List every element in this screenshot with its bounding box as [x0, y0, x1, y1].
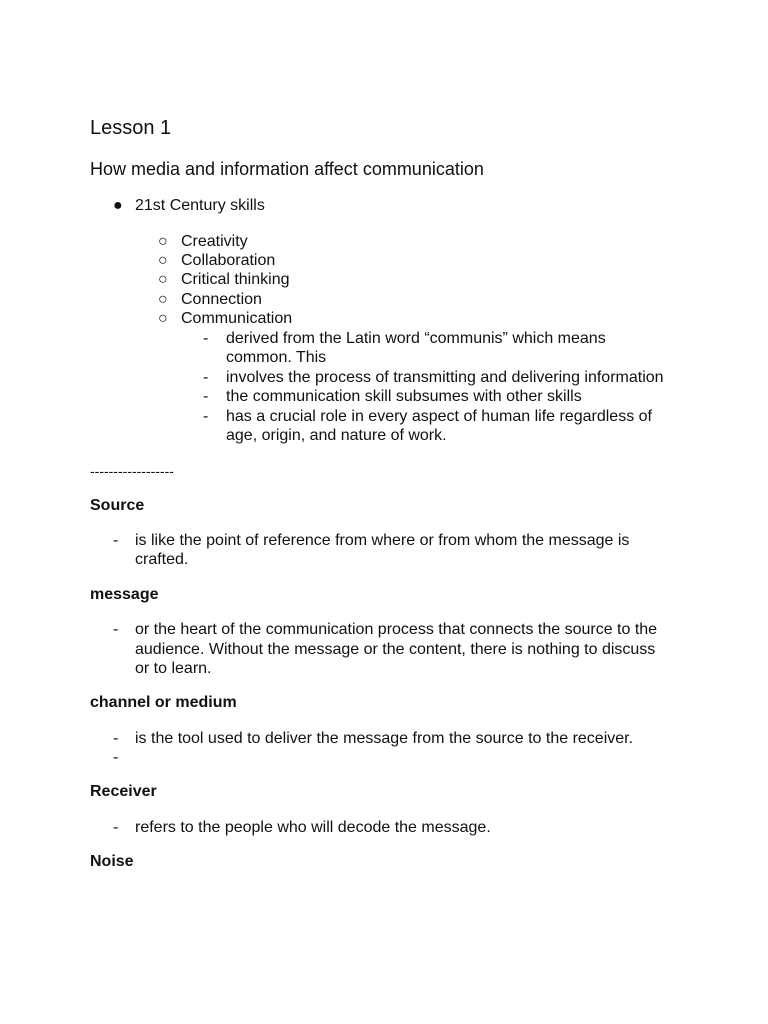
section-heading-channel: channel or medium [90, 694, 237, 711]
circle-bullet-icon: ○ [158, 233, 168, 250]
section-item-line: is like the point of reference from where or from whom the message is [135, 532, 630, 549]
communication-point-line: has a crucial role in every aspect of human life regardless of [226, 408, 652, 425]
circle-bullet-icon: ○ [158, 310, 168, 327]
section-heading-message: message [90, 586, 159, 603]
dash-bullet-icon: - [203, 369, 209, 386]
communication-point-line: age, origin, and nature of work. [226, 427, 447, 444]
bullet-main-text: 21st Century skills [135, 197, 265, 214]
communication-point-line: involves the process of transmitting and delivering information [226, 369, 664, 386]
page-title: Lesson 1 [90, 117, 172, 139]
skill-item: Critical thinking [181, 271, 290, 288]
section-item-line: refers to the people who will decode the message. [135, 819, 491, 836]
section-item-line: crafted. [135, 551, 189, 568]
disc-bullet-icon: ● [113, 197, 123, 214]
skill-item: Connection [181, 291, 262, 308]
separator-line: ------------------ [90, 463, 174, 479]
section-heading-noise: Noise [90, 853, 134, 870]
communication-point-line: common. This [226, 349, 327, 366]
dash-bullet-icon: - [113, 621, 119, 638]
communication-point-line: derived from the Latin word “communis” which means [226, 330, 606, 347]
dash-bullet-icon: - [113, 532, 119, 549]
section-item-line: or to learn. [135, 660, 212, 677]
section-heading-receiver: Receiver [90, 783, 157, 800]
skill-item: Creativity [181, 233, 248, 250]
page-subtitle: How media and information affect communication [90, 159, 484, 179]
circle-bullet-icon: ○ [158, 252, 168, 269]
dash-bullet-icon: - [113, 730, 119, 747]
dash-bullet-icon: - [113, 749, 119, 766]
dash-bullet-icon: - [203, 388, 209, 405]
skill-item: Communication [181, 310, 293, 327]
section-heading-source: Source [90, 497, 145, 514]
dash-bullet-icon: - [203, 330, 209, 347]
section-item-line: audience. Without the message or the content, there is nothing to discuss [135, 641, 656, 658]
dash-bullet-icon: - [113, 819, 119, 836]
skill-item: Collaboration [181, 252, 276, 269]
circle-bullet-icon: ○ [158, 291, 168, 308]
circle-bullet-icon: ○ [158, 271, 168, 288]
dash-bullet-icon: - [203, 408, 209, 425]
section-item-line: or the heart of the communication process that connects the source to the [135, 621, 658, 638]
section-item-line: is the tool used to deliver the message from the source to the receiver. [135, 730, 634, 747]
communication-point-line: the communication skill subsumes with other skills [226, 388, 582, 405]
